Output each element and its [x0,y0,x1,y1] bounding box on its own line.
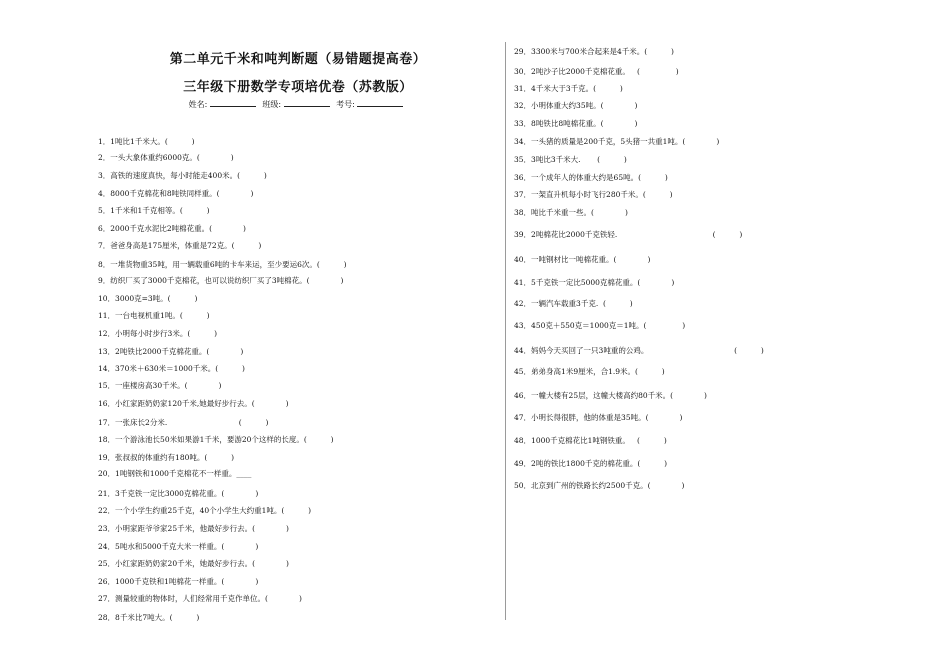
question-item: 9．纺织厂买了3000千克棉花，也可以说纺织厂买了3吨棉花。( ) [98,276,344,285]
question-item: 44．妈妈今天买回了一只3吨重的公鸡。 ( ) [514,346,764,355]
question-item: 50．北京到广州的铁路长约2500千克。( ) [514,481,685,490]
exam-number-blank[interactable] [357,97,403,107]
question-item: 39．2吨棉花比2000千克铁轻. ( ) [514,230,743,239]
question-item: 30．2吨沙子比2000千克棉花重。 ( ) [514,67,679,76]
question-item: 29．3300米与700米合起来是4千米。( ) [514,47,674,56]
question-item: 34．一头猪的质量是200千克，5头猪一共重1吨。( ) [514,137,720,146]
question-item: 5．1千米和1千克相等。( ) [98,206,210,215]
question-item: 46．一幢大楼有25层，这幢大楼高约80千米。( ) [514,391,707,400]
exam-number-label: 考号: [336,100,355,109]
question-item: 40．一吨钢材比一吨棉花重。( ) [514,255,651,264]
name-label: 姓名: [188,100,208,109]
question-item: 25．小红家距奶奶家20千米，她最好步行去。( ) [98,559,289,568]
question-item: 4．8000千克棉花和8吨铁同样重。( ) [98,189,254,198]
question-item: 14．370米＋630米＝1000千米。( ) [98,364,245,373]
question-item: 42．一辆汽车载重3千克. ( ) [514,299,633,308]
question-item: 18．一个游泳池长50米如果游1千米，要游20个这样的长度。( ) [98,435,334,444]
question-item: 3．高铁的速度真快，每小时能走400米。( ) [98,171,267,180]
class-blank[interactable] [284,97,330,107]
question-item: 21．3千克铁一定比3000克棉花重。( ) [98,489,259,498]
question-item: 16．小红家距奶奶家120千米,她最好步行去。( ) [98,399,289,408]
class-label: 班级: [262,100,282,109]
question-item: 43．450克＋550克＝1000克＝1吨。( ) [514,321,686,330]
question-item: 26．1000千克铁和1吨棉花一样重。( ) [98,577,259,586]
question-item: 41．5千克铁一定比5000克棉花重。( ) [514,278,675,287]
question-item: 49．2吨的铁比1800千克的棉花重。( ) [514,459,668,468]
question-item: 10．3000克=3吨。( ) [98,294,198,303]
question-item: 2．一头大象体重约6000克。( ) [98,153,234,162]
worksheet-title: 第二单元千米和吨判断题（易错题提高卷） [169,52,427,67]
worksheet-subtitle: 三年级下册数学专项培优卷（苏教版） [183,80,413,95]
question-item: 31．4千米大于3千克。( ) [514,84,623,93]
student-info-line [98,97,498,110]
question-item: 45．弟弟身高1米9厘米，合1.9米。( ) [514,367,665,376]
question-item: 19．张叔叔的体重约有180吨。( ) [98,453,235,462]
question-item: 8．一堆货物重35吨，用一辆载重6吨的卡车来运，至少要运6次。( ) [98,260,347,269]
question-item: 23．小明家距爷爷家25千米，他最好步行去。( ) [98,524,289,533]
question-item: 13．2吨铁比2000千克棉花重。( ) [98,347,244,356]
question-item: 27．测量较重的物体时，人们经常用千克作单位。( ) [98,594,302,603]
question-item: 28．8千米比7吨大。( ) [98,613,200,622]
question-item: 47．小明长得很胖，他的体重是35吨。( ) [514,413,683,422]
question-item: 24．5吨水和5000千克大米一样重。( ) [98,542,259,551]
question-item: 15．一座楼房高30千米。( ) [98,381,222,390]
question-item: 22．一个小学生约重25千克，40个小学生大约重1吨。( ) [98,506,312,515]
question-item: 48．1000千克棉花比1吨钢铁重。 ( ) [514,436,667,445]
question-item: 6．2000千克水泥比2吨棉花重。( ) [98,224,246,233]
question-item: 11．一台电视机重1吨。( ) [98,311,210,320]
question-item: 37．一架直升机每小时飞行280千米。( ) [514,190,673,199]
question-item: 17．一张床长2分米. ( ) [98,418,269,427]
question-item: 32．小明体重大约35吨。( ) [514,101,638,110]
question-item: 20．1吨钢铁和1000千克棉花不一样重。____ [98,469,252,478]
column-divider [505,42,506,620]
question-item: 36．一个成年人的体重大约是65吨。( ) [514,173,668,182]
question-item: 12．小明每小时步行3米。( ) [98,329,218,338]
question-item: 33．8吨铁比8吨棉花重。( ) [514,119,638,128]
question-item: 35．3吨比3千米大. ( ) [514,155,627,164]
question-item: 7．爸爸身高是175厘米，体重是72克。( ) [98,241,262,250]
question-item: 1．1吨比1千米大。( ) [98,137,195,146]
question-item: 38．吨比千米重一些。( ) [514,208,628,217]
name-blank[interactable] [210,97,256,107]
